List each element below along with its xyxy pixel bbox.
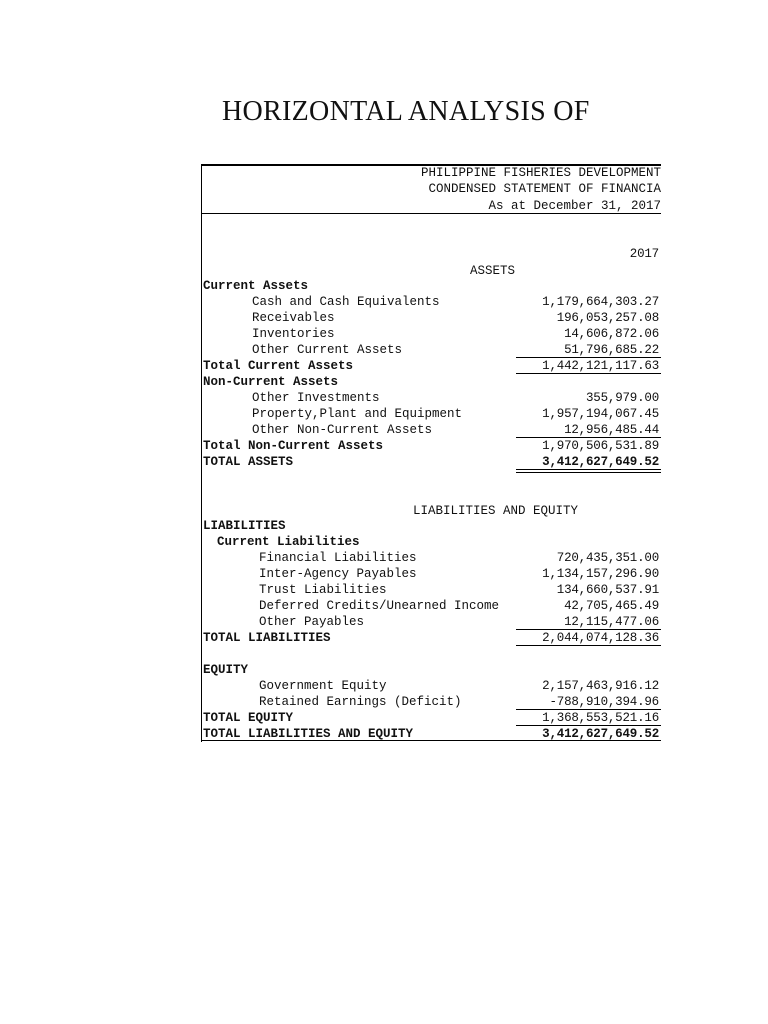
total-liabilities-equity-value: 3,412,627,649.52 (542, 727, 659, 741)
row-value: 355,979.00 (585, 391, 659, 405)
current-liabilities-heading-row (202, 534, 661, 550)
total-row (202, 710, 661, 726)
total-liabilities-equity-label: TOTAL LIABILITIES AND EQUITY (203, 727, 414, 741)
header-date: As at December 31, 2017 (488, 199, 661, 213)
row-value: -788,910,394.96 (549, 695, 659, 709)
total-equity-value: 1,368,553,521.16 (542, 711, 659, 725)
row-value: 1,134,157,296.90 (542, 567, 659, 581)
row-label: Inventories (252, 327, 335, 341)
assets-heading: ASSETS (470, 264, 516, 278)
table-row (202, 566, 661, 582)
total-assets-value: 3,412,627,649.52 (542, 455, 659, 469)
liabilities-equity-heading-row (202, 503, 661, 519)
year-header: 2017 (629, 247, 659, 261)
page-title: HORIZONTAL ANALYSIS OF (222, 96, 590, 127)
row-value: 720,435,351.00 (556, 551, 659, 565)
row-value: 196,053,257.08 (556, 311, 659, 325)
header-agency: PHILIPPINE FISHERIES DEVELOPMENT (420, 166, 661, 180)
total-liabilities-value: 2,044,074,128.36 (542, 631, 659, 645)
total-noncurrent-assets-value: 1,970,506,531.89 (542, 439, 659, 453)
row-label: Other Non-Current Assets (252, 423, 433, 437)
row-label: Inter-Agency Payables (259, 567, 417, 581)
total-assets-label: TOTAL ASSETS (203, 455, 294, 469)
current-liabilities-heading: Current Liabilities (217, 535, 360, 549)
row-label: Other Payables (259, 615, 365, 629)
grand-total-row (202, 454, 661, 470)
year-row (202, 246, 661, 262)
table-row (202, 614, 661, 630)
total-row (202, 358, 661, 374)
equity-heading-row (202, 662, 661, 678)
liabilities-heading: LIABILITIES (203, 519, 286, 533)
row-value: 51,796,685.22 (564, 343, 659, 357)
row-label: Government Equity (259, 679, 387, 693)
row-value: 12,956,485.44 (564, 423, 659, 437)
current-assets-heading-row (202, 278, 661, 294)
table-row (202, 406, 661, 422)
row-label: Trust Liabilities (259, 583, 387, 597)
current-assets-heading: Current Assets (203, 279, 309, 293)
table-row (202, 694, 661, 710)
total-equity-label: TOTAL EQUITY (203, 711, 294, 725)
table-row (202, 422, 661, 438)
total-liabilities-label: TOTAL LIABILITIES (203, 631, 331, 645)
table-row (202, 342, 661, 358)
table-row (202, 294, 661, 310)
table-row (202, 598, 661, 614)
total-rule (516, 645, 661, 646)
liabilities-equity-heading: LIABILITIES AND EQUITY (413, 504, 579, 518)
row-label: Deferred Credits/Unearned Income (259, 599, 500, 613)
table-row (202, 550, 661, 566)
total-current-assets-value: 1,442,121,117.63 (542, 359, 659, 373)
double-rule (516, 469, 661, 473)
row-value: 134,660,537.91 (556, 583, 659, 597)
financial-statement-table (201, 164, 661, 742)
row-label: Retained Earnings (Deficit) (259, 695, 462, 709)
liabilities-heading-row (202, 518, 661, 534)
noncurrent-assets-heading-row (202, 374, 661, 390)
table-row (202, 390, 661, 406)
row-label: Other Investments (252, 391, 380, 405)
row-label: Cash and Cash Equivalents (252, 295, 440, 309)
row-value: 1,179,664,303.27 (542, 295, 659, 309)
total-noncurrent-assets-label: Total Non-Current Assets (203, 439, 384, 453)
row-label: Receivables (252, 311, 335, 325)
bottom-rule (202, 740, 661, 741)
row-label: Property,Plant and Equipment (252, 407, 463, 421)
total-row (202, 630, 661, 646)
table-row (202, 678, 661, 694)
row-value: 1,957,194,067.45 (542, 407, 659, 421)
assets-heading-row (202, 263, 661, 279)
row-value: 12,115,477.06 (564, 615, 659, 629)
header-rule (202, 213, 661, 214)
equity-heading: EQUITY (203, 663, 249, 677)
row-value: 2,157,463,916.12 (542, 679, 659, 693)
table-row (202, 326, 661, 342)
total-row (202, 438, 661, 454)
row-label: Financial Liabilities (259, 551, 417, 565)
row-value: 42,705,465.49 (564, 599, 659, 613)
table-row (202, 582, 661, 598)
header-statement: CONDENSED STATEMENT OF FINANCIA (428, 182, 661, 196)
row-label: Other Current Assets (252, 343, 403, 357)
noncurrent-assets-heading: Non-Current Assets (203, 375, 339, 389)
row-value: 14,606,872.06 (564, 327, 659, 341)
table-row (202, 310, 661, 326)
total-current-assets-label: Total Current Assets (203, 359, 354, 373)
